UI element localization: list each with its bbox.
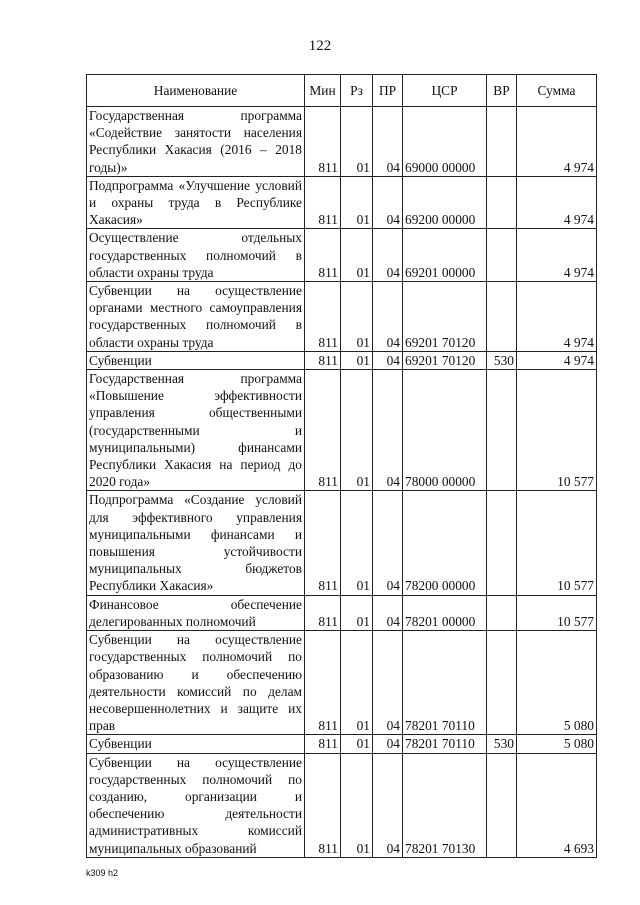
cell-min: 811 (305, 282, 341, 352)
cell-name: Субвенции на осуществление органами местного самоуправления государственных полномочий в области охраны труда (87, 282, 305, 352)
cell-sum: 4 693 (517, 753, 597, 857)
cell-csr: 69201 70120 (403, 351, 487, 369)
cell-sum: 4 974 (517, 107, 597, 177)
cell-rz: 01 (341, 631, 373, 735)
cell-min: 811 (305, 370, 341, 491)
cell-name: Государственная программа «Содействие занятости населения Республики Хакасия (2016 – 2018 годы)» (87, 107, 305, 177)
cell-sum: 10 577 (517, 370, 597, 491)
cell-csr: 78200 00000 (403, 491, 487, 595)
cell-sum: 4 974 (517, 351, 597, 369)
cell-min: 811 (305, 229, 341, 282)
cell-pr: 04 (373, 107, 403, 177)
cell-rz: 01 (341, 176, 373, 229)
cell-name: Подпрограмма «Создание условий для эффективного управления муниципальными финансами и повышения устойчивости муниципальных бюджетов Республики Хакасия» (87, 491, 305, 595)
cell-pr: 04 (373, 631, 403, 735)
cell-sum: 5 080 (517, 631, 597, 735)
cell-sum: 4 974 (517, 176, 597, 229)
cell-csr: 69201 70120 (403, 282, 487, 352)
cell-min: 811 (305, 631, 341, 735)
cell-min: 811 (305, 351, 341, 369)
table-row (87, 631, 597, 735)
cell-vr (487, 176, 517, 229)
cell-vr (487, 107, 517, 177)
table-row (87, 282, 597, 352)
cell-name: Субвенции на осуществление государственных полномочий по созданию, организации и обеспечению деятельности административных комиссий муниципальных образований (87, 753, 305, 857)
table-row (87, 370, 597, 491)
table-header-row (87, 75, 597, 107)
cell-rz: 01 (341, 595, 373, 630)
cell-csr: 78201 00000 (403, 595, 487, 630)
header-vr: ВР (487, 75, 517, 107)
cell-csr: 78000 00000 (403, 370, 487, 491)
cell-name: Государственная программа «Повышение эффективности управления общественными (государственными и муниципальными) финансами Республики Хакасия на период до 2020 года» (87, 370, 305, 491)
table-row (87, 351, 597, 369)
cell-pr: 04 (373, 735, 403, 753)
cell-csr: 69000 00000 (403, 107, 487, 177)
footer-code: k309 h2 (86, 868, 119, 878)
cell-min: 811 (305, 735, 341, 753)
cell-sum: 4 974 (517, 282, 597, 352)
cell-vr (487, 229, 517, 282)
table-row (87, 753, 597, 857)
cell-csr: 69201 00000 (403, 229, 487, 282)
header-sum: Сумма (517, 75, 597, 107)
table-row (87, 735, 597, 753)
page-number: 122 (308, 38, 332, 54)
cell-name: Финансовое обеспечение делегированных полномочий (87, 595, 305, 630)
cell-rz: 01 (341, 351, 373, 369)
cell-min: 811 (305, 753, 341, 857)
cell-sum: 10 577 (517, 491, 597, 595)
cell-name: Подпрограмма «Улучшение условий и охраны труда в Республике Хакасия» (87, 176, 305, 229)
cell-pr: 04 (373, 351, 403, 369)
cell-csr: 78201 70130 (403, 753, 487, 857)
cell-csr: 78201 70110 (403, 631, 487, 735)
header-name: Наименование (87, 75, 305, 107)
cell-pr: 04 (373, 753, 403, 857)
cell-min: 811 (305, 595, 341, 630)
cell-vr (487, 370, 517, 491)
table-row (87, 176, 597, 229)
table-row (87, 491, 597, 595)
table-row (87, 229, 597, 282)
cell-name: Субвенции (87, 735, 305, 753)
cell-pr: 04 (373, 229, 403, 282)
cell-pr: 04 (373, 370, 403, 491)
cell-pr: 04 (373, 595, 403, 630)
cell-vr: 530 (487, 351, 517, 369)
cell-sum: 10 577 (517, 595, 597, 630)
header-pr: ПР (373, 75, 403, 107)
cell-name: Субвенции на осуществление государственных полномочий по образованию и обеспечению деятельности комиссий по делам несовершеннолетних и защите их прав (87, 631, 305, 735)
header-rz: Рз (341, 75, 373, 107)
header-csr: ЦСР (403, 75, 487, 107)
cell-rz: 01 (341, 370, 373, 491)
cell-rz: 01 (341, 229, 373, 282)
cell-rz: 01 (341, 753, 373, 857)
cell-pr: 04 (373, 491, 403, 595)
budget-table (86, 74, 597, 858)
cell-sum: 5 080 (517, 735, 597, 753)
cell-rz: 01 (341, 107, 373, 177)
cell-pr: 04 (373, 176, 403, 229)
cell-sum: 4 974 (517, 229, 597, 282)
cell-vr (487, 282, 517, 352)
cell-name: Субвенции (87, 351, 305, 369)
cell-vr: 530 (487, 735, 517, 753)
cell-name: Осуществление отдельных государственных полномочий в области охраны труда (87, 229, 305, 282)
cell-csr: 69200 00000 (403, 176, 487, 229)
cell-vr (487, 753, 517, 857)
cell-min: 811 (305, 176, 341, 229)
cell-rz: 01 (341, 282, 373, 352)
header-min: Мин (305, 75, 341, 107)
cell-vr (487, 631, 517, 735)
cell-min: 811 (305, 491, 341, 595)
table-row (87, 595, 597, 630)
cell-csr: 78201 70110 (403, 735, 487, 753)
cell-rz: 01 (341, 491, 373, 595)
table-body (87, 107, 597, 858)
cell-vr (487, 491, 517, 595)
cell-rz: 01 (341, 735, 373, 753)
table-row (87, 107, 597, 177)
cell-min: 811 (305, 107, 341, 177)
cell-vr (487, 595, 517, 630)
cell-pr: 04 (373, 282, 403, 352)
